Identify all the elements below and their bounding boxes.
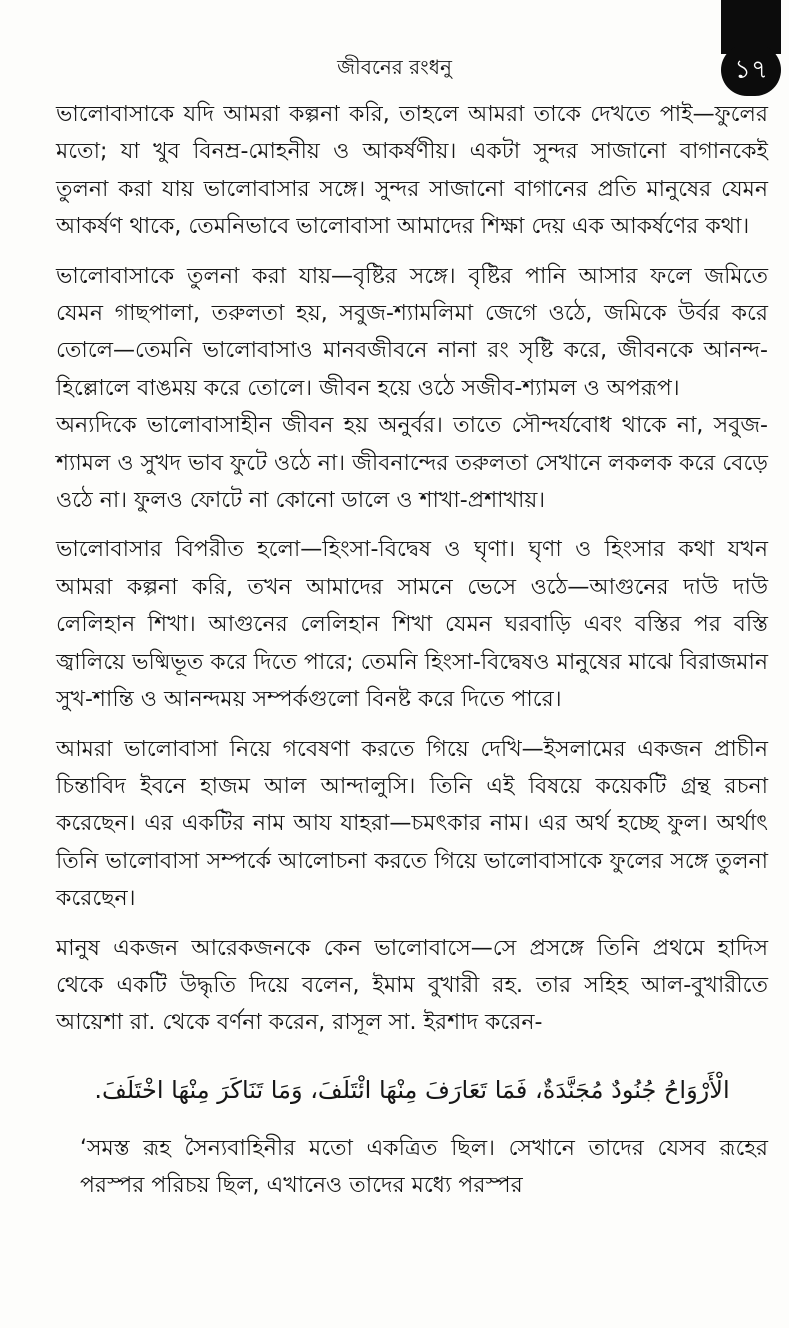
hadith-translation: ‘সমস্ত রূহ সৈন্যবাহিনীর মতো একত্রিত ছিল। সেখানে তাদের যেসব রূহের পরস্পর পরিচয় ছিল, এখানেও তাদের মধ্যে পরস্পর [80, 1135, 768, 1199]
paragraph: ভালোবাসাকে তুলনা করা যায়—বৃষ্টির সঙ্গে। বৃষ্টির পানি আসার ফলে জমিতে যেমন গাছপালা, তরুলতা হয়, সবুজ-শ্যামলিমা জেগে ওঠে, জমিকে উর্বর করে তোলে—তেমনি ভালোবাসাও মানবজীবনে নানা রং সৃষ্টি করে, জীবনকে আনন্দ-হিল্লোলে বাঙময় করে তোলে। জীবন হয়ে ওঠে সজীব-শ্যামল ও অপরূপ। [56, 263, 768, 401]
paragraph: ভালোবাসার বিপরীত হলো—হিংসা-বিদ্বেষ ও ঘৃণা। ঘৃণা ও হিংসার কথা যখন আমরা কল্পনা করি, তখন আমাদের সামনে ভেসে ওঠে—আগুনের দাউ দাউ লেলিহান শিখা। আগুনের লেলিহান শিখা যেমন ঘরবাড়ি এবং বস্তির পর বস্তি জ্বালিয়ে ভষ্মিভূত করে দিতে পারে; তেমনি হিংসা-বিদ্বেষও মানুষের মাঝে বিরাজমান সুখ-শান্তি ও আনন্দময় সম্পর্কগুলো বিনষ্ট করে দিতে পারে। [56, 537, 768, 713]
running-title: জীবনের রংধনু [337, 55, 452, 79]
paragraph: মানুষ একজন আরেকজনকে কেন ভালোবাসে—সে প্রসঙ্গে তিনি প্রথমে হাদিস থেকে একটি উদ্ধৃতি দিয়ে বলেন, ইমাম বুখারী রহ. তার সহিহ আল-বুখারীতে আয়েশা রা. থেকে বর্ণনা করেন, রাসূল সা. ইরশাদ করেন- [56, 935, 768, 1036]
paragraph: আমরা ভালোবাসা নিয়ে গবেষণা করতে গিয়ে দেখি—ইসলামের একজন প্রাচীন চিন্তাবিদ ইবনে হাজম আল আন্দালুসি। তিনি এই বিষয়ে কয়েকটি গ্রন্থ রচনা করেছেন। এর একটির নাম আয যাহরা—চমৎকার নাম। এর অর্থ হচ্ছে ফুল। অর্থাৎ তিনি ভালোবাসা সম্পর্কে আলোচনা করতে গিয়ে ভালোবাসাকে ফুলের সঙ্গে তুলনা করেছেন। [56, 736, 768, 912]
arabic-hadith-quote: الْأَرْوَاحُ جُنُودٌ مُجَنَّدَةٌ، فَمَا تَعَارَفَ مِنْهَا ائْتَلَفَ، وَمَا تَنَاكَرَ مِنْهَا اخْتَلَفَ. [94, 1075, 730, 1104]
paragraph: ভালোবাসাকে যদি আমরা কল্পনা করি, তাহলে আমরা তাকে দেখতে পাই—ফুলের মতো; যা খুব বিনম্র-মোহনীয় ও আকর্ষণীয়। একটা সুন্দর সাজানো বাগানকেই তুলনা করা যায় ভালোবাসার সঙ্গে। সুন্দর সাজানো বাগানের প্রতি মানুষের যেমন আকর্ষণ থাকে, তেমনিভাবে ভালোবাসা আমাদের শিক্ষা দেয় এক আকর্ষণের কথা। [56, 102, 768, 240]
paragraph: অন্যদিকে ভালোবাসাহীন জীবন হয় অনুর্বর। তাতে সৌন্দর্যবোধ থাকে না, সবুজ-শ্যামল ও সুখদ ভাব ফুটে ওঠে না। জীবনান্দের তরুলতা সেখানে লকলক করে বেড়ে ওঠে না। ফুলও ফোটে না কোনো ডালে ও শাখা-প্রশাখায়। [56, 413, 768, 514]
page-number: ১৭ [721, 44, 781, 96]
page-body [56, 96, 768, 1205]
